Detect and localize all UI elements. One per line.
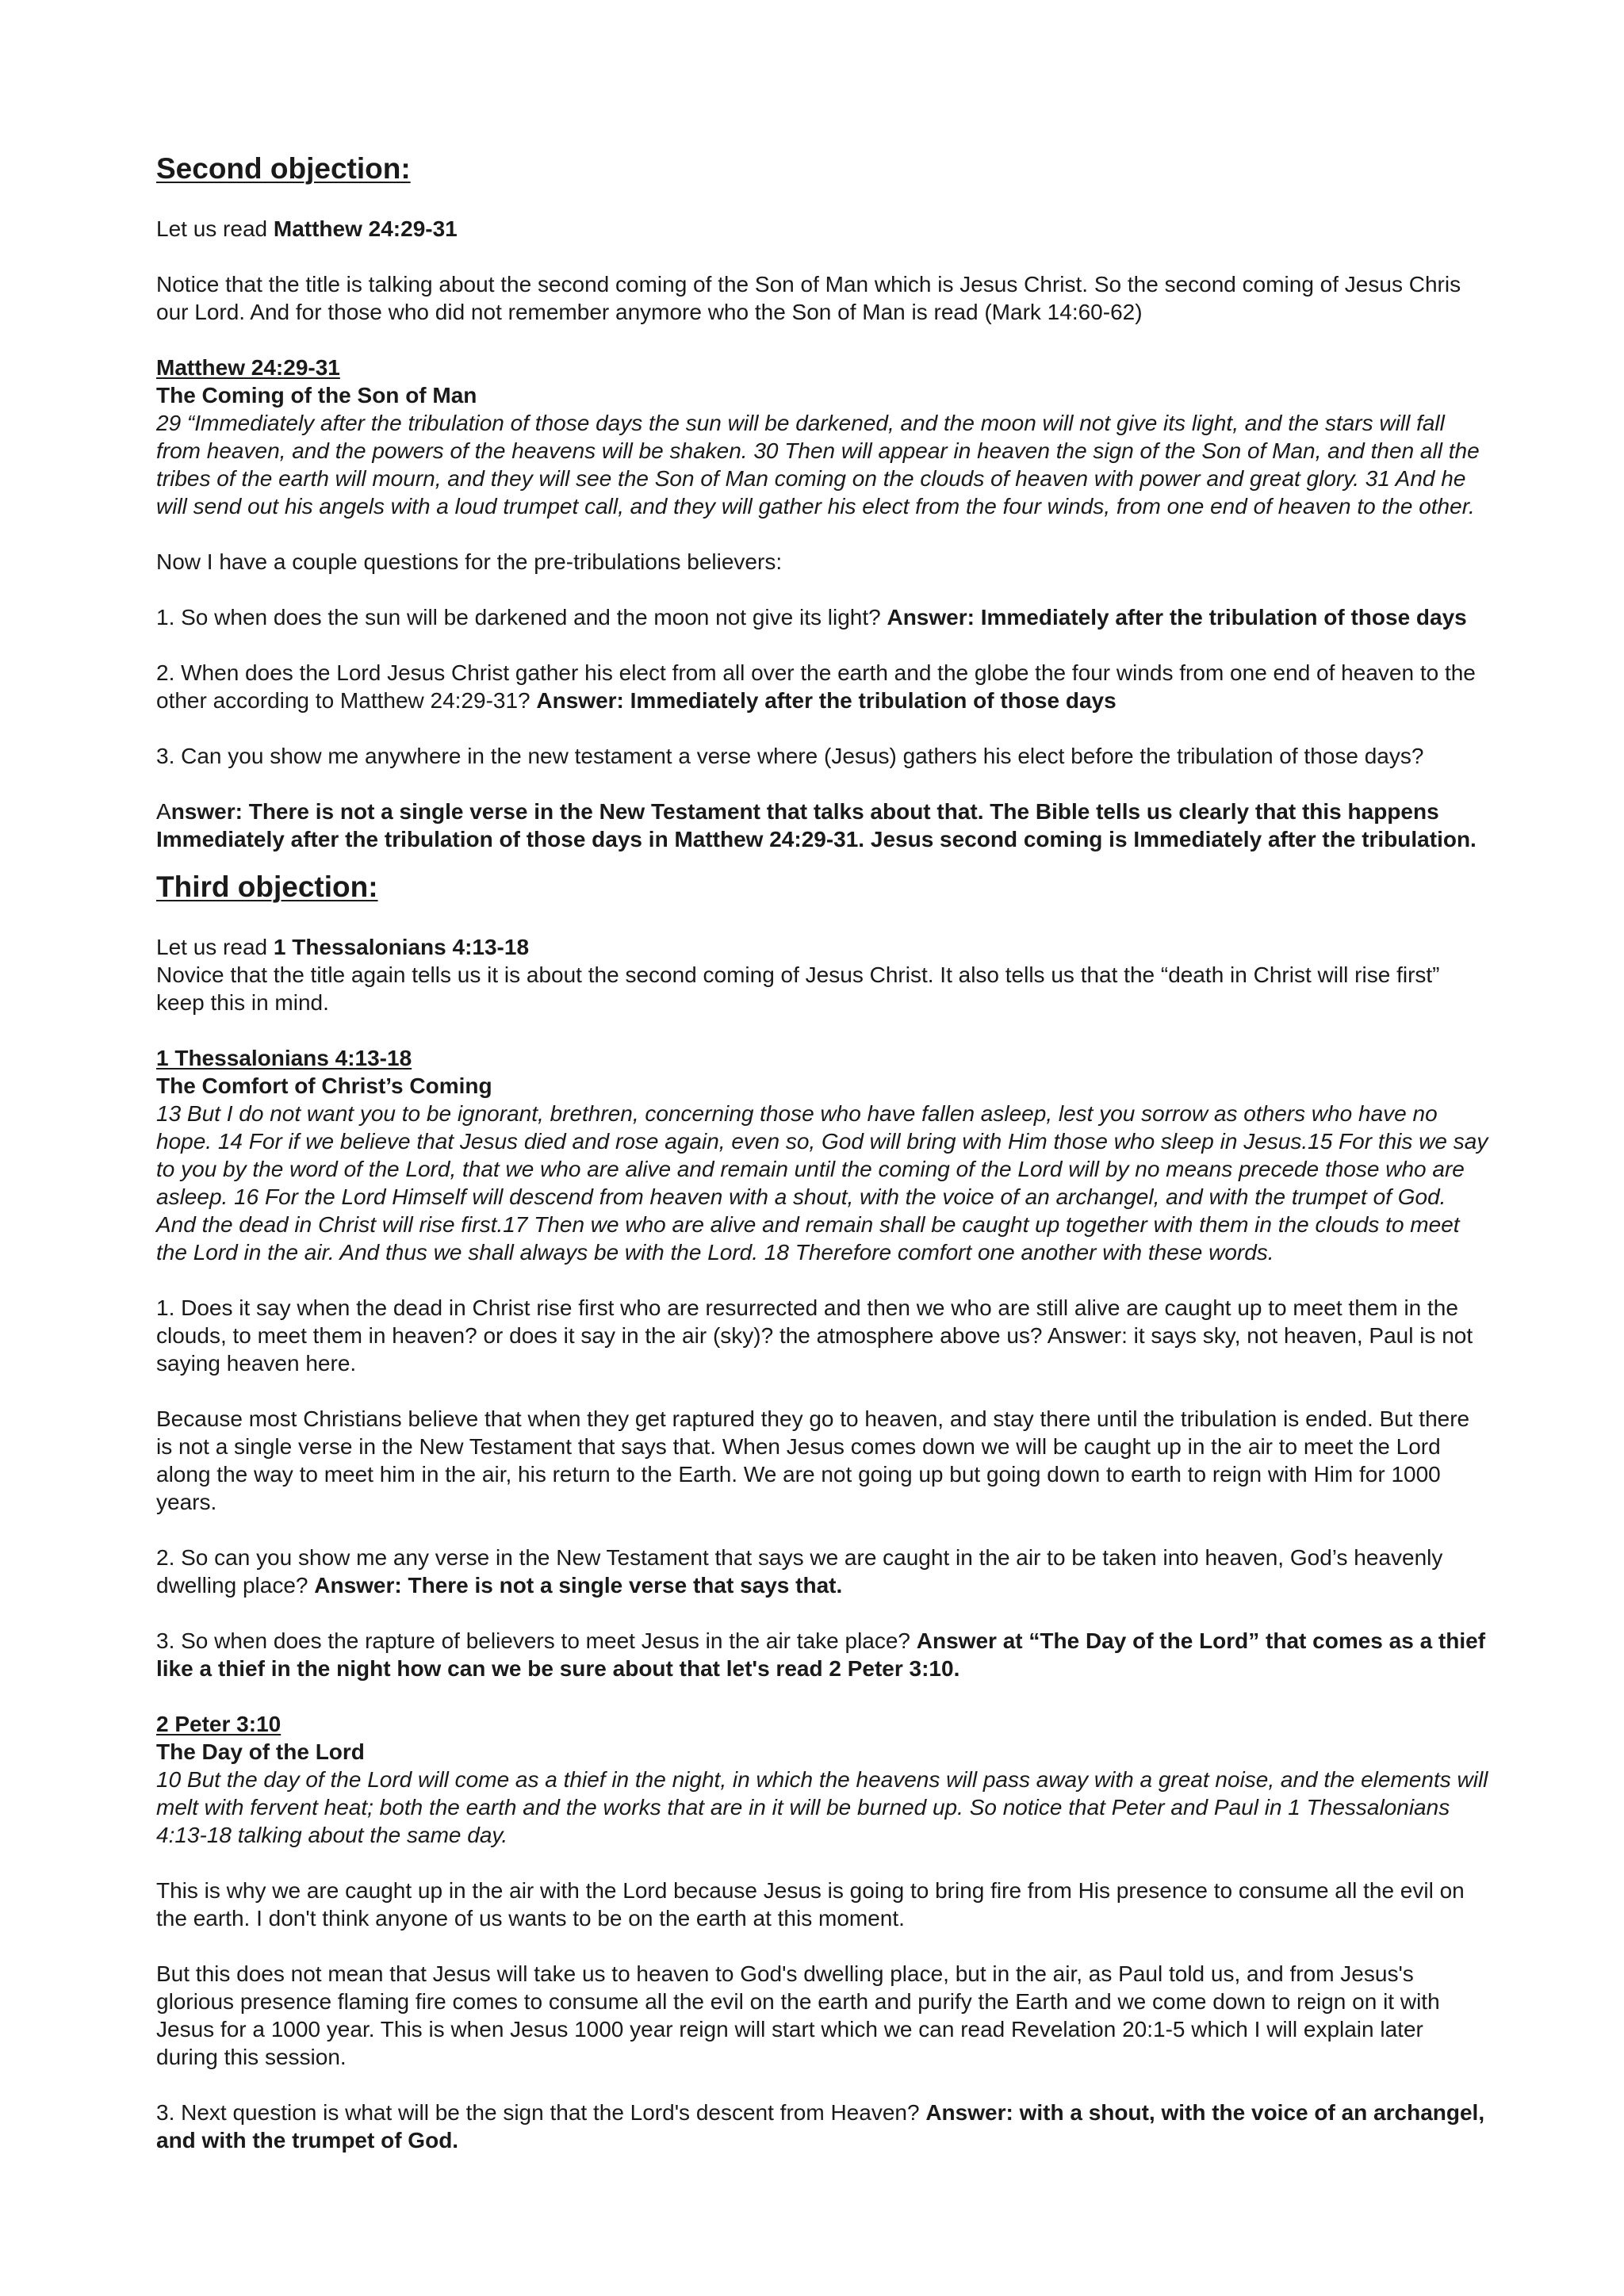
question-text: 1. So when does the sun will be darkened and the moon not give its light? (156, 605, 887, 629)
read-instruction (156, 933, 1488, 961)
scripture-subtitle: The Day of the Lord (156, 1739, 365, 1764)
question-3 (156, 1627, 1488, 1682)
question-2 (156, 659, 1488, 714)
question-text: 2. So can you show me any verse in the New Testament that says we are caught in the air to be taken into heaven, God’s heavenly dwelling place? (156, 1545, 1443, 1598)
answer-paragraph (156, 798, 1488, 853)
answer-text: Answer: with a shout, with the voice of an archangel, and with the trumpet of God. (156, 2100, 1485, 2152)
section-heading-third-objection: Third objection: (156, 871, 378, 903)
question-text: 2. When does the Lord Jesus Christ gather his elect from all over the earth and the globe the four winds from one end of heaven to the other according to Matthew 24:29-31? (156, 660, 1476, 713)
scripture-reference: 1 Thessalonians 4:13-18 (156, 1046, 412, 1070)
read-prefix: Let us read (156, 216, 274, 241)
scripture-subtitle: The Coming of the Son of Man (156, 383, 477, 408)
scripture-passage: 10 But the day of the Lord will come as a thief in the night, in which the heavens will pass away with a great noise, and the elements will melt with fervent heat; both the earth and the works that are in it will be burned up. So notice that Peter and Paul in 1 Thessalonians 4:13-18 talking about the same day. (156, 1767, 1488, 1847)
question-sign (156, 2099, 1488, 2154)
read-reference: 1 Thessalonians 4:13-18 (273, 935, 530, 959)
discussion-paragraph: 1. Does it say when the dead in Christ rise first who are resurrected and then we who are still alive are caught up to meet them in the clouds, to meet them in heaven? or does it say in the air (sky)? the atmosphere above us? Answer: it says sky, not heaven, Paul is not saying heaven here. (156, 1295, 1473, 1376)
scripture-passage: 29 “Immediately after the tribulation of those days the sun will be darkened, and the moon will not give its light, and the stars will fall from heaven, and the powers of the heavens will be shaken. 30 Then will appear in heaven the sign of the Son of Man, and then all the tribes of the earth will mourn, and they will see the Son of Man coming on the clouds of heaven with power and great glory. 31 And he will send out his angels with a loud trumpet call, and they will gather his elect from the four winds, from one end of heaven to the other. (156, 411, 1480, 519)
question-text: 3. Next question is what will be the sign that the Lord's descent from Heaven? (156, 2100, 926, 2125)
section-heading-second-objection: Second objection: (156, 152, 411, 185)
scripture-passage: 13 But I do not want you to be ignorant, brethren, concerning those who have fallen asleep, lest you sorrow as others who have no hope. 14 For if we believe that Jesus died and rose again, even so, God will bring with Him those who sleep in Jesus.15 For this we say to you by the word of the Lord, that we who are alive and remain until the coming of the Lord will by no means precede those who are asleep. 16 For the Lord Himself will descend from heaven with a shout, with the voice of an archangel, and with the trumpet of God. And the dead in Christ will rise first.17 Then we who are alive and remain shall be caught up together with them in the clouds to meet the Lord in the air. And thus we shall always be with the Lord. 18 Therefore comfort one another with these words. (156, 1101, 1488, 1265)
question-text: 3. So when does the rapture of believers to meet Jesus in the air take place? (156, 1628, 917, 1653)
notice-paragraph: Notice that the title is talking about the second coming of the Son of Man which is Jesus Christ. So the second coming of Jesus Chris our Lord. And for those who did not remember anymore who the Son of Man is read (Mark 14:60-62) (156, 272, 1461, 324)
answer-text: Answer: Immediately after the tribulation of those days (536, 688, 1116, 713)
answer-text: Answer: Immediately after the tribulation of those days (887, 605, 1467, 629)
answer-text: Answer: There is not a single verse that says that. (314, 1573, 843, 1598)
read-instruction (156, 215, 1488, 243)
answer-prefix: A (156, 799, 171, 824)
discussion-paragraph: Because most Christians believe that when they get raptured they go to heaven, and stay there until the tribulation is ended. But there is not a single verse in the New Testament that says that. When Jesus comes down we will be caught up in the air to meet the Lord along the way to meet him in the air, his return to the Earth. We are not going up but going down to earth to reign with Him for 1000 years. (156, 1406, 1470, 1514)
question-2 (156, 1544, 1488, 1599)
scripture-reference: Matthew 24:29-31 (156, 355, 340, 380)
questions-intro: Now I have a couple questions for the pre-tribulations believers: (156, 549, 783, 574)
read-reference: Matthew 24:29-31 (273, 216, 458, 241)
notice-paragraph: Novice that the title again tells us it is about the second coming of Jesus Christ. It also tells us that the “death in Christ will rise first” keep this in mind. (156, 962, 1440, 1015)
question-1 (156, 603, 1488, 631)
document-page (156, 151, 1488, 2154)
read-prefix: Let us read (156, 935, 274, 959)
answer-text: nswer: There is not a single verse in the New Testament that talks about that. The Bible tells us clearly that this happens Immediately after the tribulation of those days in Matthew 24:29-31. Jesus second coming is Immediately after the tribulation. (156, 799, 1477, 851)
question-3: 3. Can you show me anywhere in the new testament a verse where (Jesus) gathers his elect before the tribulation of those days? (156, 744, 1424, 768)
scripture-reference: 2 Peter 3:10 (156, 1712, 282, 1736)
scripture-subtitle: The Comfort of Christ’s Coming (156, 1073, 492, 1098)
discussion-paragraph: This is why we are caught up in the air with the Lord because Jesus is going to bring fire from His presence to consume all the evil on the earth. I don't think anyone of us wants to be on the earth at this moment. (156, 1878, 1465, 1931)
discussion-paragraph: But this does not mean that Jesus will take us to heaven to God's dwelling place, but in the air, as Paul told us, and from Jesus's glorious presence flaming fire comes to consume all the evil on the earth and purify the Earth and we come down to reign on it with Jesus for a 1000 year. This is when Jesus 1000 year reign will start which we can read Revelation 20:1-5 which I will explain later during this session. (156, 1961, 1440, 2069)
answer-text: Answer at “The Day of the Lord” that comes as a thief like a thief in the night how can we be sure about that let's read 2 Peter 3:10. (156, 1628, 1486, 1681)
